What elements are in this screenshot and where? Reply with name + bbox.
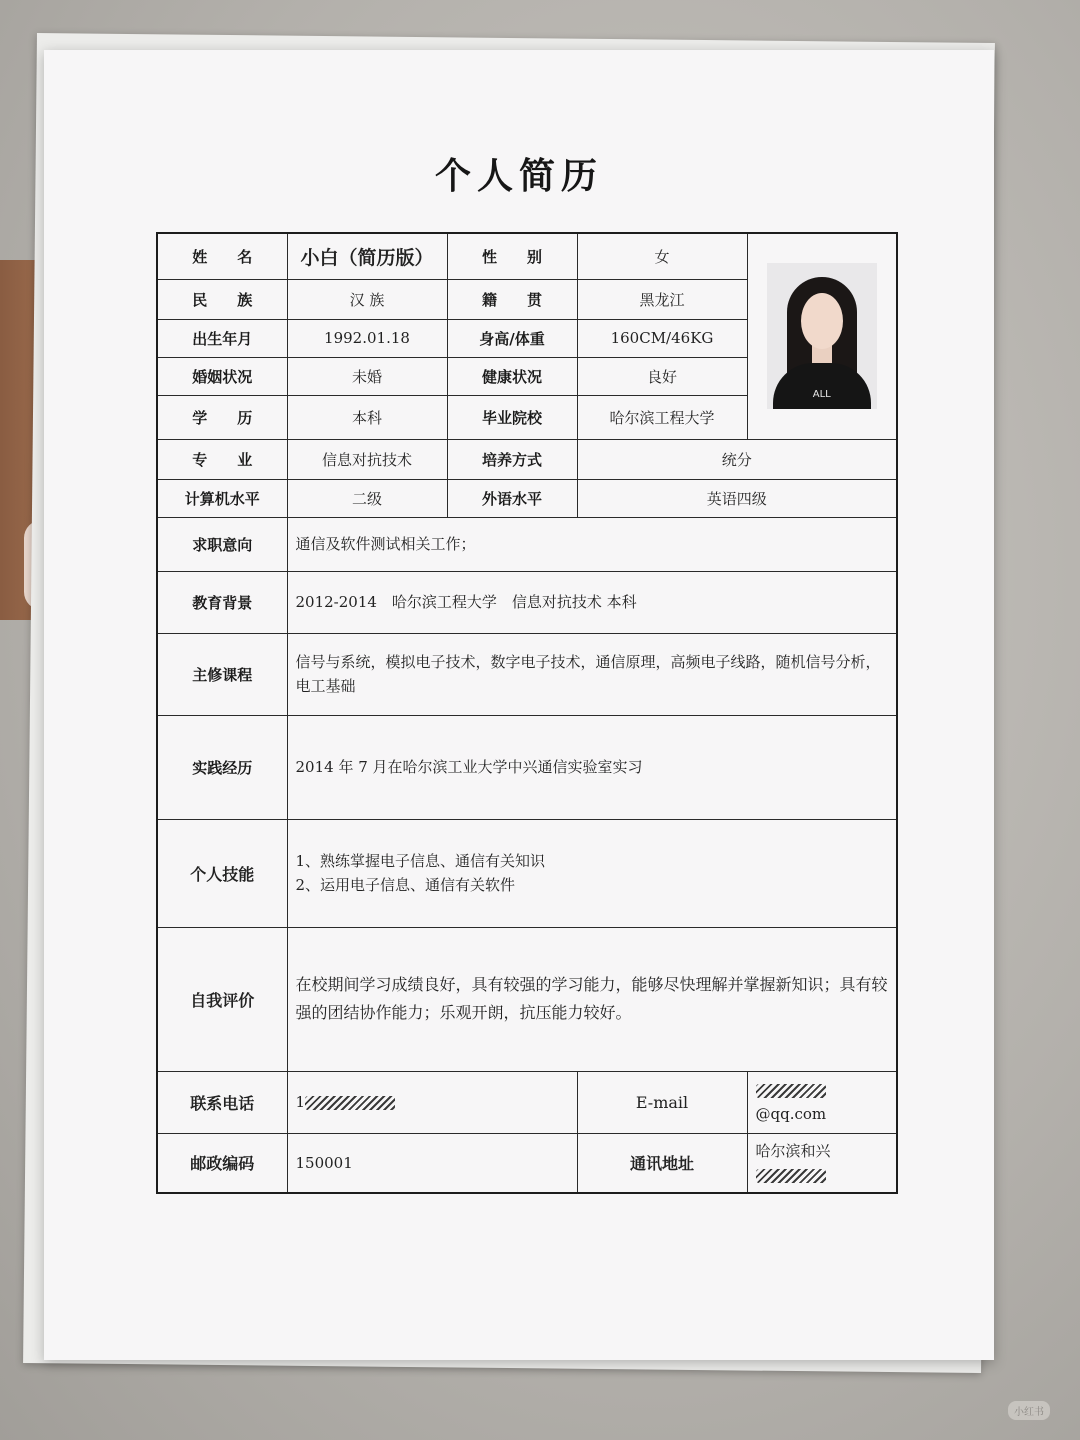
ethnicity-value: 汉 族 [287,279,447,319]
name-value: 小白（简历版） [287,233,447,279]
computer-value: 二级 [287,479,447,517]
objective-label: 求职意向 [157,517,287,571]
health-value: 良好 [577,357,747,395]
phone-value-text: 1 [295,1093,306,1111]
education-background-value: 2012-2014 哈尔滨工程大学 信息对抗技术 本科 [287,571,897,633]
id-photo [767,263,877,409]
native-value: 黑龙江 [577,279,747,319]
resume-sheet [44,50,994,1360]
ethnicity-label: 民 族 [157,279,287,319]
training-value: 统分 [577,439,897,479]
skills-line-1: 1、熟练掌握电子信息、通信有关知识 [295,852,546,870]
skills-line-2: 2、运用电子信息、通信有关软件 [295,876,516,894]
address-value [747,1133,897,1193]
education-label: 学 历 [157,395,287,439]
name-label: 姓 名 [157,233,287,279]
postcode-value: 150001 [287,1133,577,1193]
computer-label: 计算机水平 [157,479,287,517]
birth-label: 出生年月 [157,319,287,357]
health-label: 健康状况 [447,357,577,395]
height-weight-label: 身高/体重 [447,319,577,357]
skills-label: 个人技能 [157,819,287,927]
photo-cell [747,233,897,439]
phone-value [287,1071,577,1133]
skills-value [287,819,897,927]
school-value: 哈尔滨工程大学 [577,395,747,439]
training-label: 培养方式 [447,439,577,479]
self-evaluation-value: 在校期间学习成绩良好，具有较强的学习能力，能够尽快理解并掌握新知识；具有较强的团结协作能力；乐观开朗，抗压能力较好。 [287,927,897,1071]
gender-value: 女 [577,233,747,279]
email-value [747,1071,897,1133]
language-value: 英语四级 [577,479,897,517]
postcode-label: 邮政编码 [157,1133,287,1193]
language-label: 外语水平 [447,479,577,517]
address-label: 通讯地址 [577,1133,747,1193]
objective-value: 通信及软件测试相关工作； [287,517,897,571]
photo-shirt-text: ALL [812,389,831,401]
major-label: 专 业 [157,439,287,479]
page-title: 个人简历 [434,156,603,197]
watermark: 小红书 [1008,1401,1050,1420]
education-value: 本科 [287,395,447,439]
gender-label: 性 别 [447,233,577,279]
birth-value: 1992.01.18 [287,319,447,357]
height-weight-value: 160CM/46KG [577,319,747,357]
address-value-text: 哈尔滨和兴 [755,1141,831,1160]
redaction-scribble [756,1084,826,1098]
email-label: E-mail [577,1071,747,1133]
practice-label: 实践经历 [157,715,287,819]
education-background-label: 教育背景 [157,571,287,633]
major-value: 信息对抗技术 [287,439,447,479]
school-label: 毕业院校 [447,395,577,439]
resume-table [156,232,898,1194]
marital-value: 未婚 [287,357,447,395]
self-evaluation-label: 自我评价 [157,927,287,1071]
phone-label: 联系电话 [157,1071,287,1133]
native-label: 籍 贯 [447,279,577,319]
redaction-scribble [305,1096,395,1110]
courses-value: 信号与系统，模拟电子技术，数字电子技术，通信原理，高频电子线路，随机信号分析，电工基础 [287,633,897,715]
practice-value: 2014 年 7 月在哈尔滨工业大学中兴通信实验室实习 [287,715,897,819]
redaction-scribble [756,1169,826,1183]
courses-label: 主修课程 [157,633,287,715]
marital-label: 婚姻状况 [157,357,287,395]
email-value-text: @qq.com [755,1105,827,1123]
